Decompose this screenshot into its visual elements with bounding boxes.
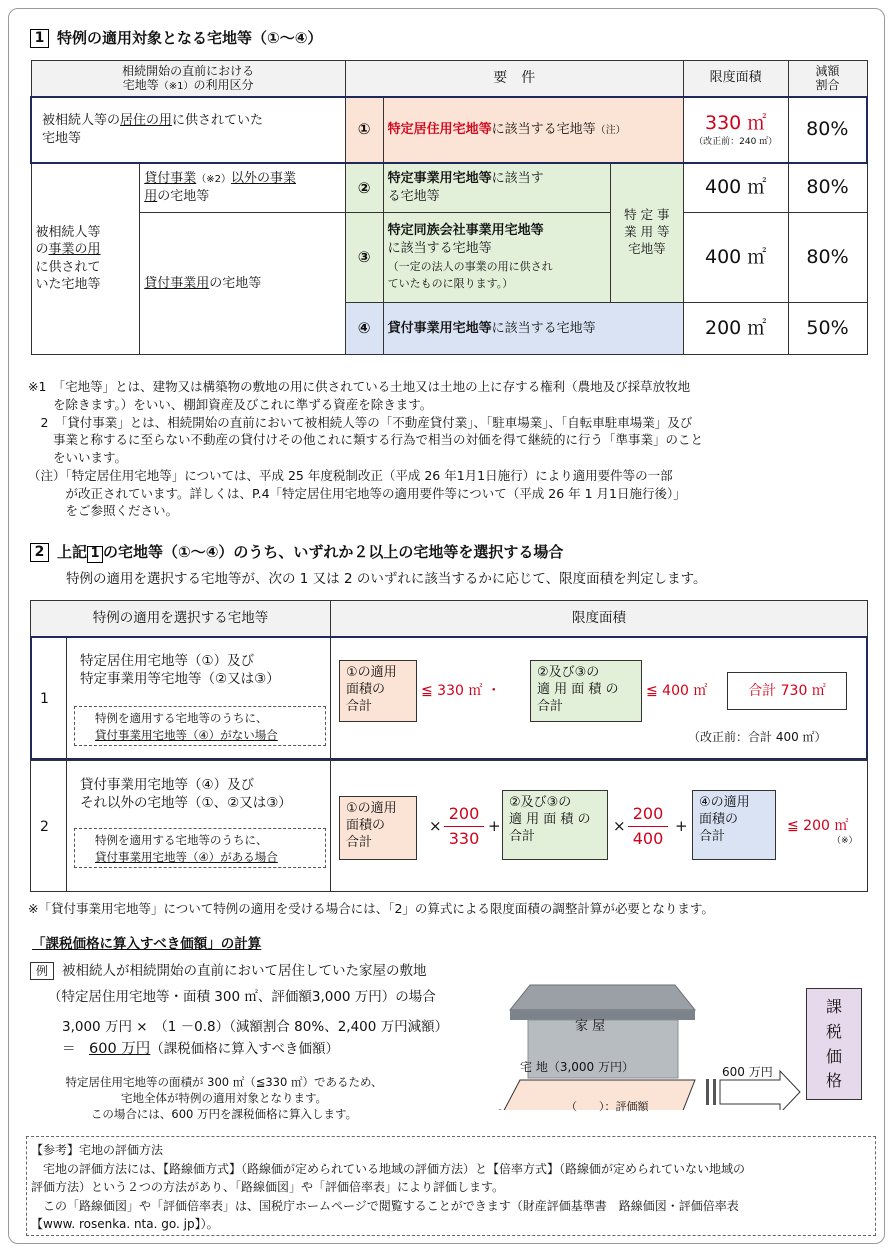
note-2: 2 「貸付事業」とは、相続開始の直前において被相続人等の「不動産貸付業」、「駐車場業」、「自転車駐車場業」及び 事業と称するに至らない不動産の貸付けその他これに類する行為で相当の対価を得て継続的に行う「準事業」のこと をいいます。 xyxy=(40,414,704,465)
header-limit-area: 限度面積 xyxy=(683,61,788,97)
section-2-heading-b: の宅地等（①～④）のうち、いずれか２以上の宅地等を選択する場合 xyxy=(103,543,564,561)
row2-req-bold: 特定事業用宅地等 xyxy=(387,171,492,187)
taxable-value-box: 課 税 価 格 xyxy=(806,988,862,1100)
table-row-residential xyxy=(31,97,867,163)
r1-box-area-1: ①の適用 面積の 合計 xyxy=(339,660,417,722)
r1-limit-330: ≦ 330 ㎡ ・ xyxy=(421,683,501,699)
row3-req-paren: （一定の法人の事業の用に供され ていたものに限ります。） xyxy=(387,259,553,291)
row3-subcategory xyxy=(140,213,345,355)
r2-asterisk: （※） xyxy=(832,836,858,846)
header-selected-land: 特例の適用を選択する宅地等 xyxy=(31,601,331,637)
case-2-number: 2 xyxy=(40,819,49,835)
row1-req-rest: に該当する宅地等 xyxy=(491,121,596,137)
case-1-condition xyxy=(74,706,326,746)
example-line-1: 被相続人が相続開始の直前において居住していた家屋の敷地 xyxy=(62,963,427,979)
r2-times-2: × xyxy=(613,817,626,835)
row2-requirement xyxy=(383,163,610,213)
business-use xyxy=(31,163,140,355)
row2-subcategory xyxy=(140,163,345,213)
table-row-business xyxy=(31,163,867,213)
calc-explanation: 特定居住用宅地等の面積が 300 ㎡（≦330 ㎡）であるため、 宅地全体が特例の適用対象となります。 この場合には、600 万円を課税価格に算入します。 xyxy=(65,1075,383,1122)
section-1-number: 1 xyxy=(30,29,49,48)
section-1-title xyxy=(30,28,322,48)
row3-sub-b: の宅地等 xyxy=(209,275,262,291)
header-use-text2: の利用区分 xyxy=(193,77,254,92)
header-area-limit: 限度面積 xyxy=(331,601,867,637)
row1-use-b: 居住の用 xyxy=(120,112,173,128)
row2-rate: 80% xyxy=(788,163,867,213)
header-use-note: （※1） xyxy=(158,80,194,92)
row4-req-bold: 貸付事業用宅地等 xyxy=(387,320,492,336)
r2-fraction-2-num: 200 xyxy=(632,804,664,823)
reference-paragraph-1: 宅地の評価方法には、【路線価方式】（路線価が定められている地域の評価方法）と【倍率方式】（路線価が定められていない地域の 評価方法）という２つの方法があり、「路線価図」や「評価倍率表」により評価します。 xyxy=(31,1161,746,1195)
row1-use xyxy=(31,97,345,163)
row1-rate: 80% xyxy=(788,97,867,163)
case-2-condition-b: 貸付事業用宅地等（④）がある場合 xyxy=(95,849,278,864)
row1-number: ① xyxy=(345,97,383,163)
reference-paragraph-2: この「路線価図」や「評価倍率表」は、国税庁ホームページで閲覧することができます（財産評価基準書 路線価図・評価倍率表 【www. rosenka. nta. go. jp】）。 xyxy=(31,1198,739,1232)
case-2-condition xyxy=(74,828,326,868)
row2-sub-b: 以外の事業 用 xyxy=(144,171,296,204)
row2-number: ② xyxy=(345,163,383,213)
r1-box-area-23: ②及び③の 適 用 面 積 の 合計 xyxy=(530,660,642,722)
row1-use-a: 被相続人等の xyxy=(42,112,121,128)
equation-2-result: 600 万円 xyxy=(89,1041,151,1057)
case-1-condition-a: 特例を適用する宅地等のうちに、 xyxy=(95,711,268,725)
r2-fraction-1-den: 330 xyxy=(448,828,480,848)
row3-req-rest: に該当する宅地等 xyxy=(387,240,492,256)
row4-rate: 50% xyxy=(788,303,867,355)
section-1-heading: 特例の適用対象となる宅地等（①～④） xyxy=(57,29,323,47)
r1-total-box: 合計 730 ㎡ xyxy=(727,672,847,710)
case-1-number: 1 xyxy=(40,691,49,707)
section-2-intro: 特例の適用を選択する宅地等が、次の 1 又は 2 のいずれに該当するかに応じて、限度面積を判定します。 xyxy=(66,571,707,587)
row1-requirement xyxy=(383,97,683,163)
r2-fraction-2-den: 400 xyxy=(632,828,664,848)
r1-limit-400: ≦ 400 ㎡ xyxy=(646,683,708,699)
divider-rows xyxy=(30,760,868,761)
equals-bar-1 xyxy=(706,1079,709,1105)
r2-limit-200: ≦ 200 ㎡ xyxy=(787,818,849,834)
house-roof xyxy=(510,985,695,1010)
row4-req-rest: に該当する宅地等 xyxy=(491,320,596,336)
r2-plus-2: + xyxy=(675,817,688,835)
row1-req-bold: 特定居住用宅地等 xyxy=(387,121,492,137)
biz-use-c: に供されて いた宅地等 xyxy=(35,259,101,293)
row4-number: ④ xyxy=(345,303,383,355)
case-2-text: 貸付事業用宅地等（④）及び それ以外の宅地等（①、②又は③） xyxy=(80,777,292,812)
equation-2 xyxy=(62,1040,339,1060)
r2-box-area-1: ①の適用 面積の 合計 xyxy=(339,796,417,860)
equation-2-c: （課税価格に算入すべき価額） xyxy=(150,1041,340,1057)
valuation-legend: （ ）：評価額 xyxy=(566,1100,649,1113)
special-rule-table xyxy=(30,60,868,355)
header-requirements: 要 件 xyxy=(345,61,683,97)
equals-bar-2 xyxy=(713,1079,716,1105)
section-2-title xyxy=(30,542,563,563)
row3-area: 400 ㎡ xyxy=(683,213,788,303)
row1-area-note: （改正前：240 ㎡） xyxy=(694,137,778,148)
example-label: 例 xyxy=(30,962,54,980)
equation-1: 3,000 万円 × （1 －0.8）（減額割合 80%、2,400 万円減額） xyxy=(62,1019,449,1035)
r1-previous-total: （改正前：合計 400 ㎡） xyxy=(688,730,827,744)
land-pointer-dot xyxy=(498,1110,503,1111)
case-1-condition-b: 貸付事業用宅地等（④）がない場合 xyxy=(95,727,278,742)
row2-sub-note: （※2） xyxy=(196,174,231,186)
divider-no xyxy=(66,638,67,892)
arrow-value: 600 万円 xyxy=(722,1065,773,1079)
section-2-heading-a: 上記 xyxy=(57,543,88,561)
r2-fraction-1 xyxy=(444,803,484,849)
case-1-text: 特定居住用宅地等（①）及び 特定事業用等宅地等（②又は③） xyxy=(80,653,280,688)
calc-title: 「課税価格に算入すべき価額」の計算 xyxy=(32,936,262,952)
row3-req-bold: 特定同族会社事業用宅地等 xyxy=(387,223,544,239)
r2-box-area-23: ②及び③の 適 用 面 積 の 合計 xyxy=(502,790,608,860)
row1-req-note: （注） xyxy=(595,124,626,136)
row1-area: 330 ㎡ xyxy=(704,111,767,134)
row3-rate: 80% xyxy=(788,213,867,303)
row2-req-rest: に該当す る宅地等 xyxy=(387,171,544,204)
row2-sub-c: の宅地等 xyxy=(157,188,210,204)
land-label: 宅 地（3,000 万円） xyxy=(520,1060,634,1074)
row4-requirement xyxy=(383,303,683,355)
case-2-condition-a: 特例を適用する宅地等のうちに、 xyxy=(95,833,268,847)
row4-area: 200 ㎡ xyxy=(683,303,788,355)
biz-use-a: 被相続人等 の xyxy=(35,224,101,258)
row3-sub-a: 貸付事業用 xyxy=(144,275,210,291)
row3-number: ③ xyxy=(345,213,383,303)
row3-requirement xyxy=(383,213,610,303)
row2-area: 400 ㎡ xyxy=(683,163,788,213)
biz-use-b: 事業の用 xyxy=(48,242,101,258)
r2-box-area-4: ④の適用 面積の 合計 xyxy=(692,790,776,860)
row1-area-cell xyxy=(683,97,788,163)
header-reduction-rate: 減額 割合 xyxy=(788,61,867,97)
merged-business-label: 特 定 事 業 用 等 宅地等 xyxy=(610,163,683,303)
header-use-text: 相続開始の直前における 宅地等 xyxy=(122,63,255,92)
equation-2-a: ＝ xyxy=(62,1041,89,1057)
row1-use-c: に供されていた 宅地等 xyxy=(42,112,264,146)
r2-fraction-2-bar xyxy=(628,826,668,827)
note-1: ※1 「宅地等」とは、建物又は構築物の敷地の用に供されている土地又は土地の上に存する権利（農地及び採草放牧地 を除きます。）をいい、棚卸資産及びこれに準ずる資産を除きます。 xyxy=(28,379,691,412)
r2-fraction-2 xyxy=(628,803,668,849)
note-adjustment: ※「貸付事業用宅地等」について特例の適用を受ける場合には、「2」の算式による限度面積の調整計算が必要となります。 xyxy=(28,901,714,916)
house-illustration xyxy=(490,960,830,1110)
section-2-ref-box: 1 xyxy=(87,546,103,563)
r2-fraction-1-bar xyxy=(444,826,484,827)
house-label: 家 屋 xyxy=(575,1019,606,1034)
reference-title: 【参考】宅地の評価方法 xyxy=(31,1143,164,1157)
row2-sub-a: 貸付事業 xyxy=(144,171,197,187)
notes-section-1 xyxy=(28,378,878,520)
section-2-number: 2 xyxy=(30,543,49,562)
header-use-category xyxy=(31,61,345,97)
divider-mid xyxy=(330,638,331,892)
r2-fraction-1-num: 200 xyxy=(448,804,480,823)
r2-times-1: × xyxy=(429,817,442,835)
note-3: （注）「特定居住用宅地等」については、平成 25 年度税制改正（平成 26 年1月1日施行）により適用要件等の一部 が改正されています。詳しくは、P.4「特定居住用宅地等の適用要件等について（平成 26 年 1 月1日施行後）」 をご参照ください。 xyxy=(28,467,686,519)
r2-plus-1: + xyxy=(488,817,501,835)
example-line-2: （特定居住用宅地等・面積 300 ㎡、評価額3,000 万円）の場合 xyxy=(48,989,436,1005)
table-row-family-corp xyxy=(31,213,867,303)
reference-box xyxy=(26,1136,876,1236)
section-2-heading xyxy=(57,542,563,563)
